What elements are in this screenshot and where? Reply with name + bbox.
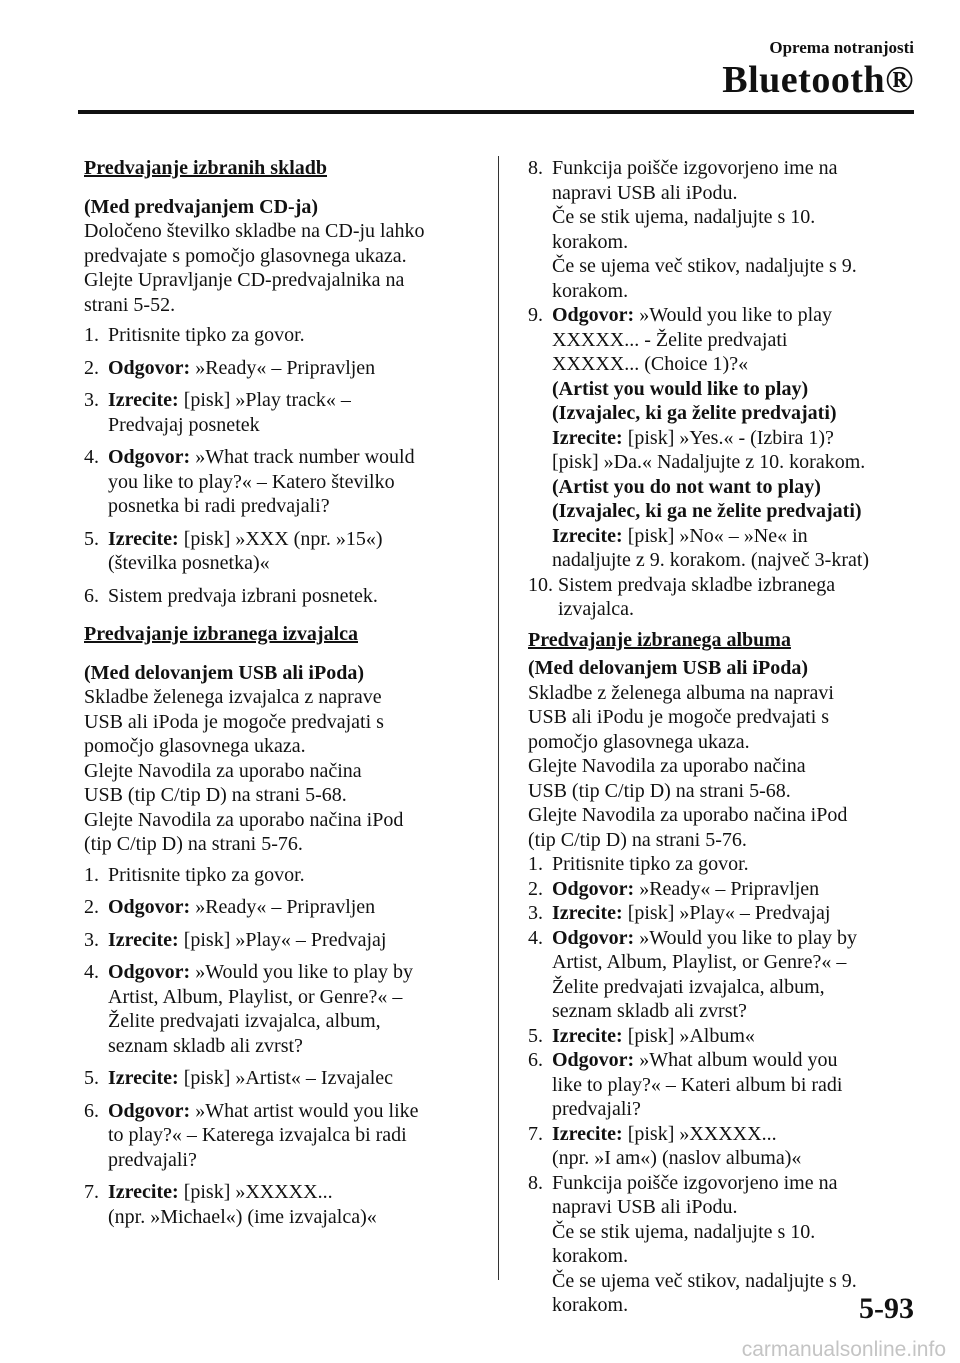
page-number: 5-93 [859, 1292, 914, 1325]
step-number: 4. [84, 961, 99, 983]
step-item [528, 877, 918, 902]
step-body [552, 926, 857, 1024]
step-label: Izrecite: [108, 1067, 179, 1089]
step-label: Izrecite: [552, 524, 623, 547]
step-line: like to play?« – Kateri album bi radi [552, 1073, 843, 1096]
step-line: [pisk] »XXXXX... [622, 1122, 777, 1145]
step-body [558, 573, 835, 622]
step-number: 5. [528, 1024, 543, 1047]
step-line: [pisk] »Play« – Predvajaj [178, 928, 387, 951]
intro-line: Glejte Upravljanje CD-predvajalnika na [84, 269, 405, 291]
step-body [108, 1066, 393, 1091]
step-body [552, 156, 857, 303]
intro-line: pomočjo glasovnega ukaza. [528, 730, 750, 753]
step-number: 1. [84, 324, 99, 346]
step-line: predvajali? [552, 1098, 641, 1120]
step-line: napravi USB ali iPodu. [552, 181, 738, 204]
step-item [84, 1099, 484, 1173]
step-body [552, 877, 819, 902]
step-line: Če se ujema več stikov, nadaljujte s 9. [552, 1269, 857, 1292]
step-line: Artist, Album, Playlist, or Genre?« – [552, 951, 847, 973]
step-body [552, 852, 749, 877]
section-heading-album: Predvajanje izbranega albuma [528, 628, 791, 651]
step-line: Funkcija poišče izgovorjeno ime na [552, 157, 838, 179]
step-line: (npr. »I am«) (naslov albuma)« [552, 1147, 802, 1169]
step-line: posnetka bi radi predvajali? [108, 495, 330, 517]
section-heading-artist: Predvajanje izbranega izvajalca [84, 623, 359, 645]
step-item [84, 445, 484, 519]
step-line: »Would you like to play [634, 304, 833, 326]
step-body [108, 895, 375, 920]
step-body [552, 1024, 755, 1049]
step-item [528, 1024, 918, 1049]
step-label: Odgovor: [552, 877, 635, 900]
intro-artist [84, 685, 484, 857]
case-title: (Izvajalec, ki ga želite predvajati) [552, 402, 837, 424]
step-number: 2. [84, 896, 99, 918]
case-title: (Izvajalec, ki ga ne želite predvajati) [552, 500, 862, 522]
step-body [552, 1048, 842, 1122]
step-line: »Ready« – Pripravljen [634, 877, 820, 900]
step-number: 8. [528, 157, 543, 179]
header-title: Bluetooth® [722, 59, 914, 101]
step-item [528, 901, 918, 926]
step-line: Predvajaj posnetek [108, 413, 260, 436]
step-line: Želite predvajati izvajalca, album, [108, 1010, 381, 1032]
step-line: »What artist would you like [190, 1099, 419, 1122]
step-item [84, 895, 484, 920]
intro-line: USB (tip C/tip D) na strani 5-68. [528, 779, 791, 802]
step-number: 3. [528, 902, 543, 924]
intro-line: pomočjo glasovnega ukaza. [84, 735, 306, 757]
step-line: Funkcija poišče izgovorjeno ime na [552, 1171, 838, 1194]
step-label: Odgovor: [108, 356, 191, 379]
step-line: predvajali? [108, 1148, 197, 1171]
step-line: [pisk] »Album« [622, 1024, 755, 1047]
step-label: Odgovor: [108, 896, 191, 918]
subheading-usb-ipod: (Med delovanjem USB ali iPoda) [84, 661, 364, 684]
step-number: 9. [528, 304, 543, 326]
step-number: 4. [528, 926, 543, 949]
step-body [108, 863, 305, 888]
step-line: »Would you like to play by [190, 961, 414, 983]
step-line: to play?« – Katerega izvajalca bi radi [108, 1124, 407, 1146]
step-item [84, 1066, 484, 1091]
step-body [108, 960, 413, 1058]
step-line: Sistem predvaja izbrani posnetek. [108, 584, 378, 607]
step-number: 6. [528, 1049, 543, 1071]
intro-line: Glejte Navodila za uporabo načina iPod [528, 804, 848, 826]
intro-line: Glejte Navodila za uporabo načina [528, 755, 806, 777]
steps-artist [84, 863, 484, 1230]
step-item [528, 1122, 918, 1171]
step-item [528, 926, 918, 1024]
step-line: Pritisnite tipko za govor. [552, 853, 749, 875]
step-item [84, 356, 484, 381]
step-number: 1. [84, 863, 99, 886]
step-body [552, 1171, 857, 1318]
intro-line: USB ali iPodu je mogoče predvajati s [528, 706, 830, 728]
step-label: Izrecite: [552, 902, 623, 924]
step-item [84, 1180, 484, 1229]
subheading-cd: (Med predvajanjem CD-ja) [84, 195, 319, 218]
step-body [108, 356, 375, 381]
step-label: Odgovor: [108, 1099, 191, 1122]
intro-line: (tip C/tip D) na strani 5-76. [84, 833, 303, 855]
step-line: (številka posnetka)« [108, 552, 270, 574]
step-line: Če se ujema več stikov, nadaljujte s 9. [552, 255, 857, 277]
step-number: 7. [84, 1181, 99, 1203]
step-body [108, 445, 415, 519]
step-line: »Would you like to play by [634, 926, 858, 949]
step-line: korakom. [552, 1245, 629, 1267]
step-label: Izrecite: [108, 1181, 179, 1203]
intro-album [528, 681, 918, 853]
intro-line: predvajate s pomočjo glasovnega ukaza. [84, 244, 407, 267]
step-line: [pisk] »No« – »Ne« in [622, 524, 808, 547]
step-body [108, 527, 383, 576]
intro-line: USB ali iPoda je mogoče predvajati s [84, 710, 384, 733]
step-number: 2. [84, 356, 99, 379]
step-number: 3. [84, 928, 99, 951]
step-line: izvajalca. [558, 598, 635, 620]
step-number: 7. [528, 1122, 543, 1145]
step-number: 1. [528, 853, 543, 875]
intro-line: Določeno številko skladbe na CD-ju lahko [84, 220, 425, 242]
intro-line: Skladbe z želenega albuma na napravi [528, 681, 834, 704]
step-line: »Ready« – Pripravljen [190, 356, 376, 379]
intro-line: strani 5-52. [84, 293, 176, 316]
step-label: Odgovor: [552, 1049, 635, 1071]
step-label: Izrecite: [552, 426, 623, 449]
step-label: Odgovor: [552, 304, 635, 326]
step-item [84, 928, 484, 953]
step-item [528, 156, 918, 303]
step-line: XXXXX... - Želite predvajati [552, 328, 788, 351]
step-line: Če se stik ujema, nadaljujte s 10. [552, 1220, 816, 1243]
step-line: korakom. [552, 279, 629, 302]
steps-album [528, 852, 918, 1318]
step-line: Če se stik ujema, nadaljujte s 10. [552, 206, 816, 228]
step-body [552, 303, 869, 573]
step-line: Pritisnite tipko za govor. [108, 863, 305, 886]
left-column [84, 156, 484, 1237]
step-body [108, 928, 386, 953]
intro-line: Glejte Navodila za uporabo načina iPod [84, 808, 404, 831]
step-number: 3. [84, 389, 99, 411]
step-line: korakom. [552, 230, 629, 253]
step-number: 6. [84, 584, 99, 607]
step-body [108, 584, 378, 609]
steps-tracks [84, 323, 484, 608]
step-line: seznam skladb ali zvrst? [108, 1034, 303, 1057]
step-line: XXXXX... (Choice 1)?« [552, 353, 749, 375]
step-line: napravi USB ali iPodu. [552, 1196, 738, 1218]
section-heading-tracks: Predvajanje izbranih skladb [84, 157, 327, 179]
step-number: 5. [84, 527, 99, 550]
intro-line: (tip C/tip D) na strani 5-76. [528, 828, 747, 851]
step-line: Pritisnite tipko za govor. [108, 324, 305, 346]
column-divider [498, 156, 499, 1280]
step-item [84, 323, 484, 348]
intro-line: USB (tip C/tip D) na strani 5-68. [84, 784, 347, 806]
intro-line: Skladbe želenega izvajalca z naprave [84, 686, 382, 708]
step-line: »What album would you [634, 1049, 838, 1071]
step-line: [pisk] »Da.« Nadaljujte z 10. korakom. [552, 451, 866, 473]
step-item [84, 584, 484, 609]
step-line: [pisk] »Yes.« - (Izbira 1)? [622, 426, 834, 449]
header-rule [78, 110, 914, 114]
step-item [84, 960, 484, 1058]
case-title: (Artist you do not want to play) [552, 475, 821, 498]
step-line: [pisk] »Artist« – Izvajalec [178, 1067, 394, 1089]
step-body [108, 323, 305, 348]
step-line: Sistem predvaja skladbe izbranega [558, 573, 836, 596]
step-label: Izrecite: [108, 928, 179, 951]
step-item [528, 852, 918, 877]
step-item [528, 1048, 918, 1122]
case-title: (Artist you would like to play) [552, 377, 809, 400]
step-line: korakom. [552, 1294, 629, 1316]
step-line: nadaljujte z 9. korakom. (največ 3-krat) [552, 549, 870, 571]
intro-line: Glejte Navodila za uporabo načina [84, 759, 362, 782]
step-item [528, 303, 918, 573]
step-line: you like to play?« – Katero številko [108, 470, 395, 493]
step-body [108, 1099, 419, 1173]
step-line: [pisk] »XXXXX... [178, 1181, 333, 1203]
subheading-usb-ipod: (Med delovanjem USB ali iPoda) [528, 657, 808, 679]
step-number: 5. [84, 1067, 99, 1089]
watermark: carmanualsonline.info [741, 1338, 946, 1361]
step-number: 8. [528, 1171, 543, 1194]
step-number: 4. [84, 446, 99, 468]
step-line: »What track number would [190, 446, 415, 468]
step-item [528, 573, 918, 622]
step-item [84, 863, 484, 888]
step-label: Odgovor: [552, 926, 635, 949]
step-line: Želite predvajati izvajalca, album, [552, 975, 825, 998]
step-body [108, 388, 351, 437]
right-column [528, 156, 918, 1318]
step-body [108, 1180, 377, 1229]
step-body [552, 1122, 801, 1171]
step-item [84, 388, 484, 437]
step-label: Izrecite: [108, 527, 179, 550]
step-number: 10. [528, 573, 553, 596]
step-line: [pisk] »Play track« – [178, 389, 351, 411]
step-line: [pisk] »XXX (npr. »15«) [178, 527, 383, 550]
step-label: Izrecite: [552, 1024, 623, 1047]
step-line: (npr. »Michael«) (ime izvajalca)« [108, 1205, 377, 1228]
step-item [84, 527, 484, 576]
step-label: Odgovor: [108, 446, 191, 468]
step-number: 6. [84, 1099, 99, 1122]
step-line: [pisk] »Play« – Predvajaj [622, 902, 831, 924]
step-line: seznam skladb ali zvrst? [552, 1000, 747, 1022]
step-body [552, 901, 830, 926]
intro-tracks [84, 219, 484, 317]
header-section: Oprema notranjosti [769, 38, 914, 57]
step-line: »Ready« – Pripravljen [190, 896, 376, 918]
step-label: Odgovor: [108, 961, 191, 983]
step-label: Izrecite: [108, 389, 179, 411]
step-line: Artist, Album, Playlist, or Genre?« – [108, 985, 403, 1008]
steps-artist-continued [528, 156, 918, 622]
step-label: Izrecite: [552, 1122, 623, 1145]
step-number: 2. [528, 877, 543, 900]
